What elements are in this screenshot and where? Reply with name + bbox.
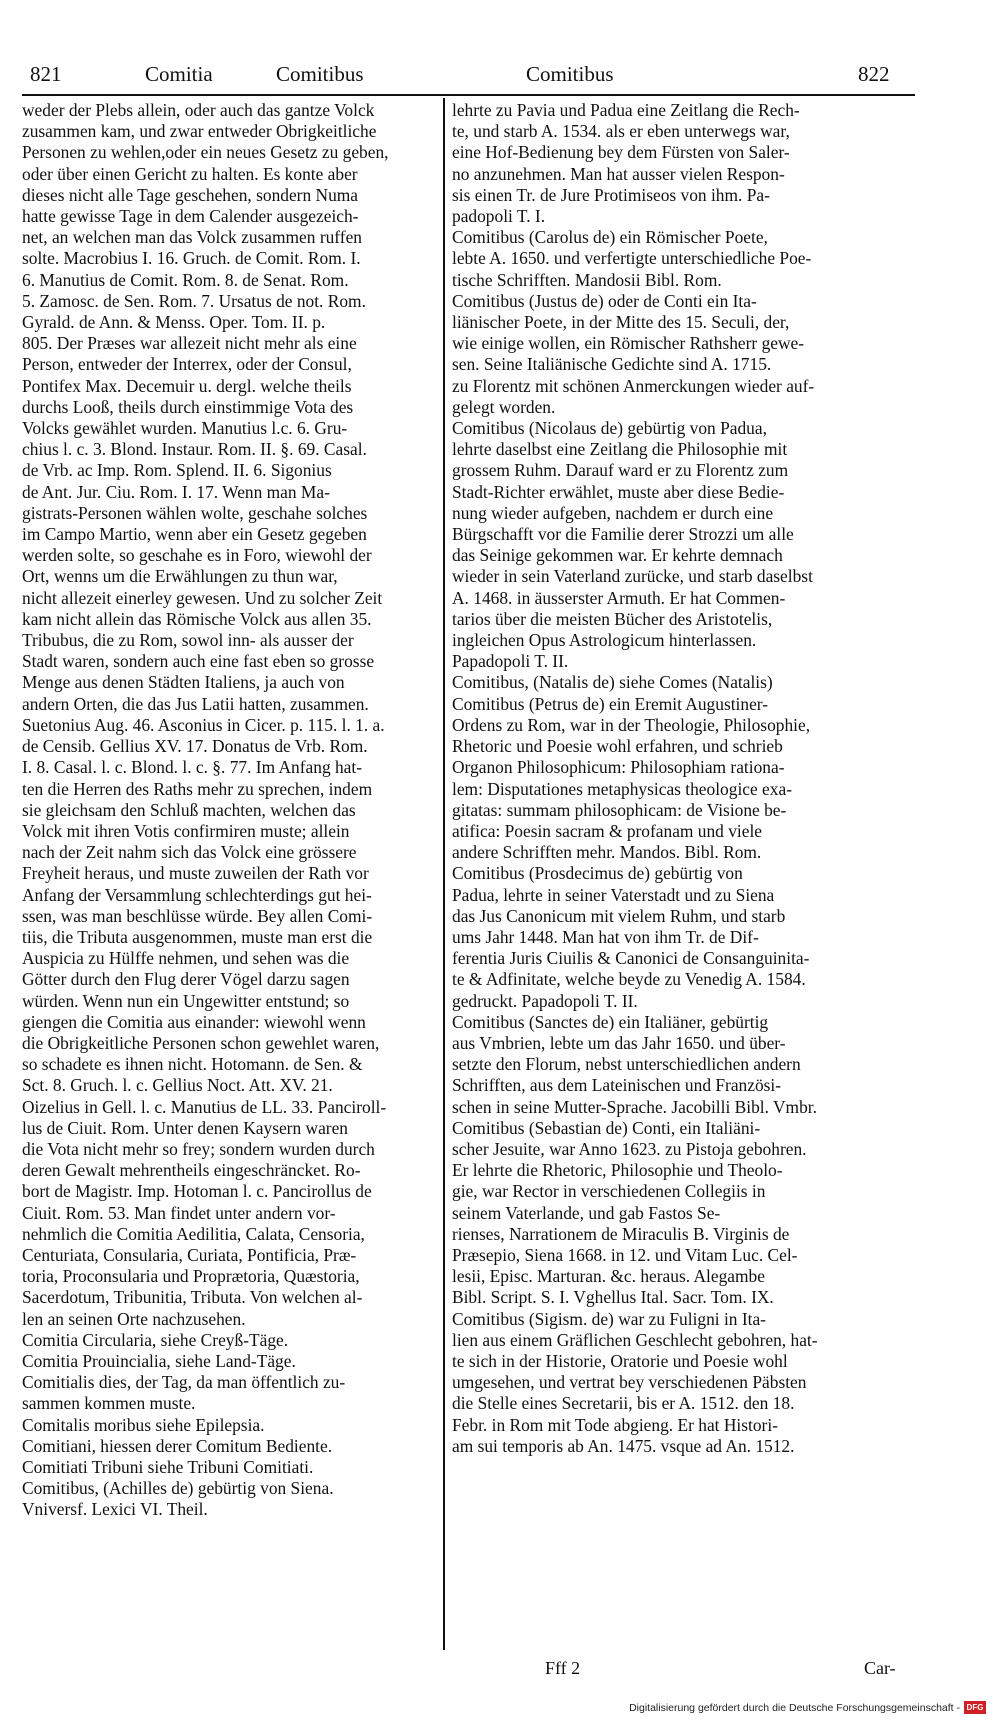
text-line: Stadt waren, sondern auch eine fast eben so grosse — [22, 651, 375, 672]
text-line: ten die Herren des Raths mehr zu sprechen, indem — [22, 778, 373, 799]
text-line: ferentia Juris Ciuilis & Canonici de Consanguinita- — [452, 948, 810, 969]
text-line: lehrte daselbst eine Zeitlang die Philosophie mit — [452, 439, 788, 460]
text-line: Vniversf. Lexici VI. Theil. — [22, 1499, 208, 1520]
text-line: wie einige wollen, ein Römischer Rathsherr gewe- — [452, 333, 805, 354]
text-line: chius l. c. 3. Blond. Instaur. Rom. II. §. 69. Casal. — [22, 439, 367, 460]
header-word-comitibus-left: Comitibus — [276, 62, 364, 86]
text-line: liänischer Poete, in der Mitte des 15. Seculi, der, — [452, 312, 790, 333]
text-line: Febr. in Rom mit Tode abgieng. Er hat Histori- — [452, 1414, 778, 1435]
text-line: toria, Proconsularia und Proprætoria, Quæstoria, — [22, 1266, 360, 1287]
text-line: Comitibus (Sanctes de) ein Italiäner, gebürtig — [452, 1011, 769, 1032]
text-line: Comitibus (Sigism. de) war zu Fuligni in Ita- — [452, 1308, 766, 1329]
text-line: zu Florentz mit schönen Anmerckungen wieder auf- — [452, 375, 815, 396]
text-line: gistrats-Personen wählen wolte, geschahe solches — [22, 502, 368, 523]
text-line: das Jus Canonicum mit vielem Ruhm, und starb — [452, 905, 786, 926]
text-line: tiis, die Tributa ausgenommen, muste man erst die — [22, 926, 373, 947]
right-column — [452, 100, 914, 1457]
text-line: seinem Vaterlande, und gab Fastos Se- — [452, 1202, 721, 1223]
text-line: ingleichen Opus Astrologicum hinterlassen. — [452, 630, 757, 651]
text-line: Præsepio, Siena 1668. in 12. und Vitam Luc. Cel- — [452, 1244, 798, 1265]
text-line: hatte gewisse Tage in dem Calender ausgezeich- — [22, 206, 359, 227]
text-line: oder über einen Gericht zu halten. Es konte aber — [22, 163, 358, 184]
text-line: tarios über die meisten Bücher des Aristotelis, — [452, 608, 773, 629]
text-line: rienses, Narrationem de Miraculis B. Virginis de — [452, 1223, 790, 1244]
text-line: te & Adfinitate, welche beyde zu Venedig A. 1584. — [452, 969, 806, 990]
text-line: Comitibus (Justus de) oder de Conti ein Ita- — [452, 290, 757, 311]
text-line: Comitiati Tribuni siehe Tribuni Comitiati. — [22, 1457, 314, 1477]
text-line: nach der Zeit nahm sich das Volck eine grössere — [22, 842, 357, 863]
header-word-comitibus-right: Comitibus — [526, 62, 614, 86]
text-line: sammen kommen muste. — [22, 1393, 196, 1414]
digitization-credit: Digitalisierung gefördert durch die Deutsche Forschungsgemeinschaft - — [629, 1702, 960, 1714]
text-line: Comitia Circularia, siehe Creyß-Täge. — [22, 1329, 289, 1350]
text-line: Suetonius Aug. 46. Asconius in Cicer. p. 115. l. 1. a. — [22, 714, 385, 735]
text-line: durchs Looß, theils durch einstimmige Vota des — [22, 396, 354, 417]
text-line: umgesehen, und vertrat bey verschiedenen Päbsten — [452, 1372, 807, 1393]
text-line: Volcks gewählet wurden. Manutius l.c. 6. Gru- — [22, 418, 348, 439]
text-line: schen in seine Mutter-Sprache. Jacobilli Bibl. Vmbr. — [452, 1096, 817, 1117]
text-line: Papadopoli T. II. — [452, 651, 569, 672]
text-line: Comitibus, (Achilles de) gebürtig von Siena. — [22, 1478, 334, 1499]
text-line: Comitibus (Nicolaus de) gebürtig von Padua, — [452, 418, 767, 439]
text-line: setzte den Florum, nebst unterschiedlichen andern — [452, 1054, 801, 1075]
text-line: Rhetoric und Poesie wohl erfahren, und schrieb — [452, 736, 783, 757]
text-line: nicht allezeit einerley gewesen. Und zu solcher Zeit — [22, 587, 383, 608]
running-header — [30, 60, 910, 96]
text-line: tische Schrifften. Mandosii Bibl. Rom. — [452, 269, 722, 290]
text-line: Centuriata, Consularia, Curiata, Pontificia, Præ- — [22, 1244, 357, 1265]
text-line: lehrte zu Pavia und Padua eine Zeitlang die Rech- — [452, 100, 800, 120]
text-line: lebte A. 1650. und verfertigte unterschiedliche Poe- — [452, 248, 812, 269]
text-line: Gyrald. de Ann. & Menss. Oper. Tom. II. p. — [22, 312, 326, 333]
text-line: Schrifften, aus dem Lateinischen und Französi- — [452, 1075, 782, 1096]
text-line: Anfang der Versammlung schlechterdings gut hei- — [22, 884, 372, 905]
text-line: zusammen kam, und zwar entweder Obrigkeitliche — [22, 121, 377, 142]
page-number-right: 822 — [858, 62, 890, 86]
text-line: Personen zu wehlen,oder ein neues Gesetz zu geben, — [22, 142, 389, 163]
header-word-comitia: Comitia — [145, 62, 213, 86]
text-line: lus de Ciuit. Rom. Unter denen Kaysern waren — [22, 1117, 348, 1138]
text-line: Er lehrte die Rhetoric, Philosophie und Theolo- — [452, 1160, 783, 1181]
text-line: Sacerdotum, Tribunitia, Tributa. Von welchen al- — [22, 1287, 363, 1308]
text-line: te, und starb A. 1534. als er eben unterwegs war, — [452, 121, 790, 142]
text-line: andere Schrifften mehr. Mandos. Bibl. Rom. — [452, 842, 762, 863]
text-line: I. 8. Casal. l. c. Blond. l. c. §. 77. Im Anfang hat- — [22, 757, 363, 778]
text-line: das Seinige gekommen war. Er kehrte demnach — [452, 545, 783, 566]
text-line: padopoli T. I. — [452, 206, 546, 227]
text-line: giengen die Comitia aus einander: wiewohl wenn — [22, 1011, 366, 1032]
text-line: Freyheit heraus, und muste zuweilen der Rath vor — [22, 863, 369, 884]
column-rule — [443, 98, 445, 1650]
text-line: de Ant. Jur. Ciu. Rom. I. 17. Wenn man Ma- — [22, 481, 330, 502]
text-line: Ciuit. Rom. 53. Man findet unter andern vor- — [22, 1202, 336, 1223]
text-line: Comitia Prouincialia, siehe Land-Täge. — [22, 1350, 296, 1371]
text-line: am sui temporis ab An. 1475. vsque ad An. 1512. — [452, 1435, 795, 1456]
text-line: Person, entweder der Interrex, oder der Consul, — [22, 354, 352, 375]
text-line: Menge aus denen Städten Italiens, ja auch von — [22, 672, 345, 693]
page-number-left: 821 — [30, 62, 62, 86]
text-line: Bürgschafft vor die Familie derer Strozzi um alle — [452, 524, 794, 545]
text-line: weder der Plebs allein, oder auch das gantze Volck — [22, 100, 375, 120]
text-line: Pontifex Max. Decemuir u. dergl. welche theils — [22, 375, 352, 396]
text-line: lem: Disputationes metaphysicas theologice exa- — [452, 778, 792, 799]
text-line: werden solte, so geschahe es in Foro, wiewohl der — [22, 545, 372, 566]
text-line: solte. Macrobius I. 16. Gruch. de Comit. Rom. I. — [22, 248, 361, 269]
text-line: Tribubus, die zu Rom, sowol inn- als ausser der — [22, 630, 354, 651]
text-line: die Stelle eines Secretarii, bis er A. 1512. den 18. — [452, 1393, 795, 1414]
text-line: Oizelius in Gell. l. c. Manutius de LL. 33. Panciroll- — [22, 1096, 387, 1117]
text-line: 6. Manutius de Comit. Rom. 8. de Senat. Rom. — [22, 269, 349, 290]
text-line: wieder in sein Vaterland zurücke, und starb daselbst — [452, 566, 813, 587]
text-line: im Campo Martio, wenn aber ein Gesetz gegeben — [22, 524, 367, 545]
text-line: Comitibus, (Natalis de) siehe Comes (Natalis) — [452, 672, 773, 693]
text-line: so schadete es ihnen nicht. Hotomann. de Sen. & — [22, 1054, 363, 1075]
text-line: scher Jesuite, war Anno 1623. zu Pistoja gebohren. — [452, 1138, 807, 1159]
text-line: gitatas: summam philosophicam: de Visione be- — [452, 799, 787, 820]
text-line: die Obrigkeitliche Personen schon gewehlet waren, — [22, 1032, 380, 1053]
text-line: sen. Seine Italiänische Gedichte sind A. 1715. — [452, 354, 772, 375]
text-line: Auspicia zu Hülffe nehmen, und sehen was die — [22, 948, 350, 969]
text-line: Götter durch den Flug derer Vögel darzu sagen — [22, 969, 350, 990]
text-line: gedruckt. Papadopoli T. II. — [452, 990, 638, 1011]
text-line: Volck mit ihren Votis confirmiren muste; allein — [22, 820, 350, 841]
text-line: nung wieder aufgeben, nachdem er durch eine — [452, 502, 774, 523]
text-line: die Vota nicht mehr so frey; sondern wurden durch — [22, 1138, 375, 1159]
text-line: te sich in der Historie, Oratorie und Poesie wohl — [452, 1350, 788, 1371]
text-line: würden. Wenn nun ein Ungewitter entstund; so — [22, 990, 350, 1011]
text-line: Comitibus (Prosdecimus de) gebürtig von — [452, 863, 743, 884]
text-line: A. 1468. in äusserster Armuth. Er hat Commen- — [452, 587, 786, 608]
text-line: kam nicht allein das Römische Volck aus allen 35. — [22, 608, 372, 629]
catchword: Car- — [864, 1658, 896, 1678]
text-line: Stadt-Richter erwählet, muste aber diese Bedie- — [452, 481, 785, 502]
text-line: len an seinen Orte nachzusehen. — [22, 1308, 246, 1329]
text-line: Padua, lehrte in seiner Vaterstadt und zu Siena — [452, 884, 775, 905]
text-line: gie, war Rector in verschiedenen Collegiis in — [452, 1181, 766, 1202]
text-line: lien aus einem Gräflichen Geschlecht gebohren, hat- — [452, 1329, 818, 1350]
text-line: lesii, Episc. Marturan. &c. heraus. Alegambe — [452, 1266, 765, 1287]
text-line: deren Gewalt mehrentheils eingeschräncket. Ro- — [22, 1160, 361, 1181]
text-line: net, an welchen man das Volck zusammen ruffen — [22, 227, 362, 248]
text-line: Comitialis dies, der Tag, da man öffentlich zu- — [22, 1372, 346, 1393]
text-line: Ordens zu Rom, war in der Theologie, Philosophie, — [452, 714, 811, 735]
signature-mark: Fff 2 — [545, 1658, 581, 1678]
left-column — [22, 100, 440, 1521]
text-line: ssen, was man beschlüsse würde. Bey allen Comi- — [22, 905, 373, 926]
text-line: Comitiani, hiessen derer Comitum Bediente. — [22, 1435, 333, 1456]
text-line: gelegt worden. — [452, 396, 556, 417]
text-line: sie gleichsam den Schluß machten, welchen das — [22, 799, 356, 820]
text-line: Sct. 8. Gruch. l. c. Gellius Noct. Att. XV. 21. — [22, 1075, 333, 1096]
dfg-logo-icon: DFG — [964, 1701, 986, 1714]
text-line: de Vrb. ac Imp. Rom. Splend. II. 6. Sigonius — [22, 460, 332, 481]
text-line: atifica: Poesin sacram & profanam und viele — [452, 820, 763, 841]
text-line: Ort, wenns um die Erwählungen zu thun war, — [22, 566, 338, 587]
text-line: Comitibus (Sebastian de) Conti, ein Italiäni- — [452, 1117, 761, 1138]
text-line: grossem Ruhm. Darauf ward er zu Florentz zum — [452, 460, 789, 481]
text-line: nehmlich die Comitia Aedilitia, Calata, Censoria, — [22, 1223, 365, 1244]
header-rule — [22, 94, 915, 96]
text-line: Comitibus (Petrus de) ein Eremit Augustiner- — [452, 693, 769, 714]
text-line: Comitibus (Carolus de) ein Römischer Poete, — [452, 227, 768, 248]
text-line: 5. Zamosc. de Sen. Rom. 7. Ursatus de not. Rom. — [22, 290, 366, 311]
text-line: de Censib. Gellius XV. 17. Donatus de Vrb. Rom. — [22, 736, 368, 757]
text-line: andern Orten, die das Jus Latii hatten, zusammen. — [22, 693, 369, 714]
text-line: bort de Magistr. Imp. Hotoman l. c. Pancirollus de — [22, 1181, 372, 1202]
text-line: Comitalis moribus siehe Epilepsia. — [22, 1414, 265, 1435]
text-line: dieses nicht alle Tage geschehen, sondern Numa — [22, 184, 359, 205]
text-line: eine Hof-Bedienung bey dem Fürsten von Saler- — [452, 142, 790, 163]
text-line: Organon Philosophicum: Philosophiam rationa- — [452, 757, 785, 778]
text-line: Bibl. Script. S. I. Vghellus Ital. Sacr. Tom. IX. — [452, 1287, 774, 1308]
text-line: no anzunehmen. Man hat ausser vielen Respon- — [452, 163, 785, 184]
text-line: 805. Der Præses war allezeit nicht mehr als eine — [22, 333, 357, 354]
text-line: ums Jahr 1448. Man hat von ihm Tr. de Dif- — [452, 926, 759, 947]
text-line: sis einen Tr. de Jure Protimiseos von ihm. Pa- — [452, 184, 770, 205]
text-line: aus Vmbrien, lebte um das Jahr 1650. und über- — [452, 1032, 786, 1053]
